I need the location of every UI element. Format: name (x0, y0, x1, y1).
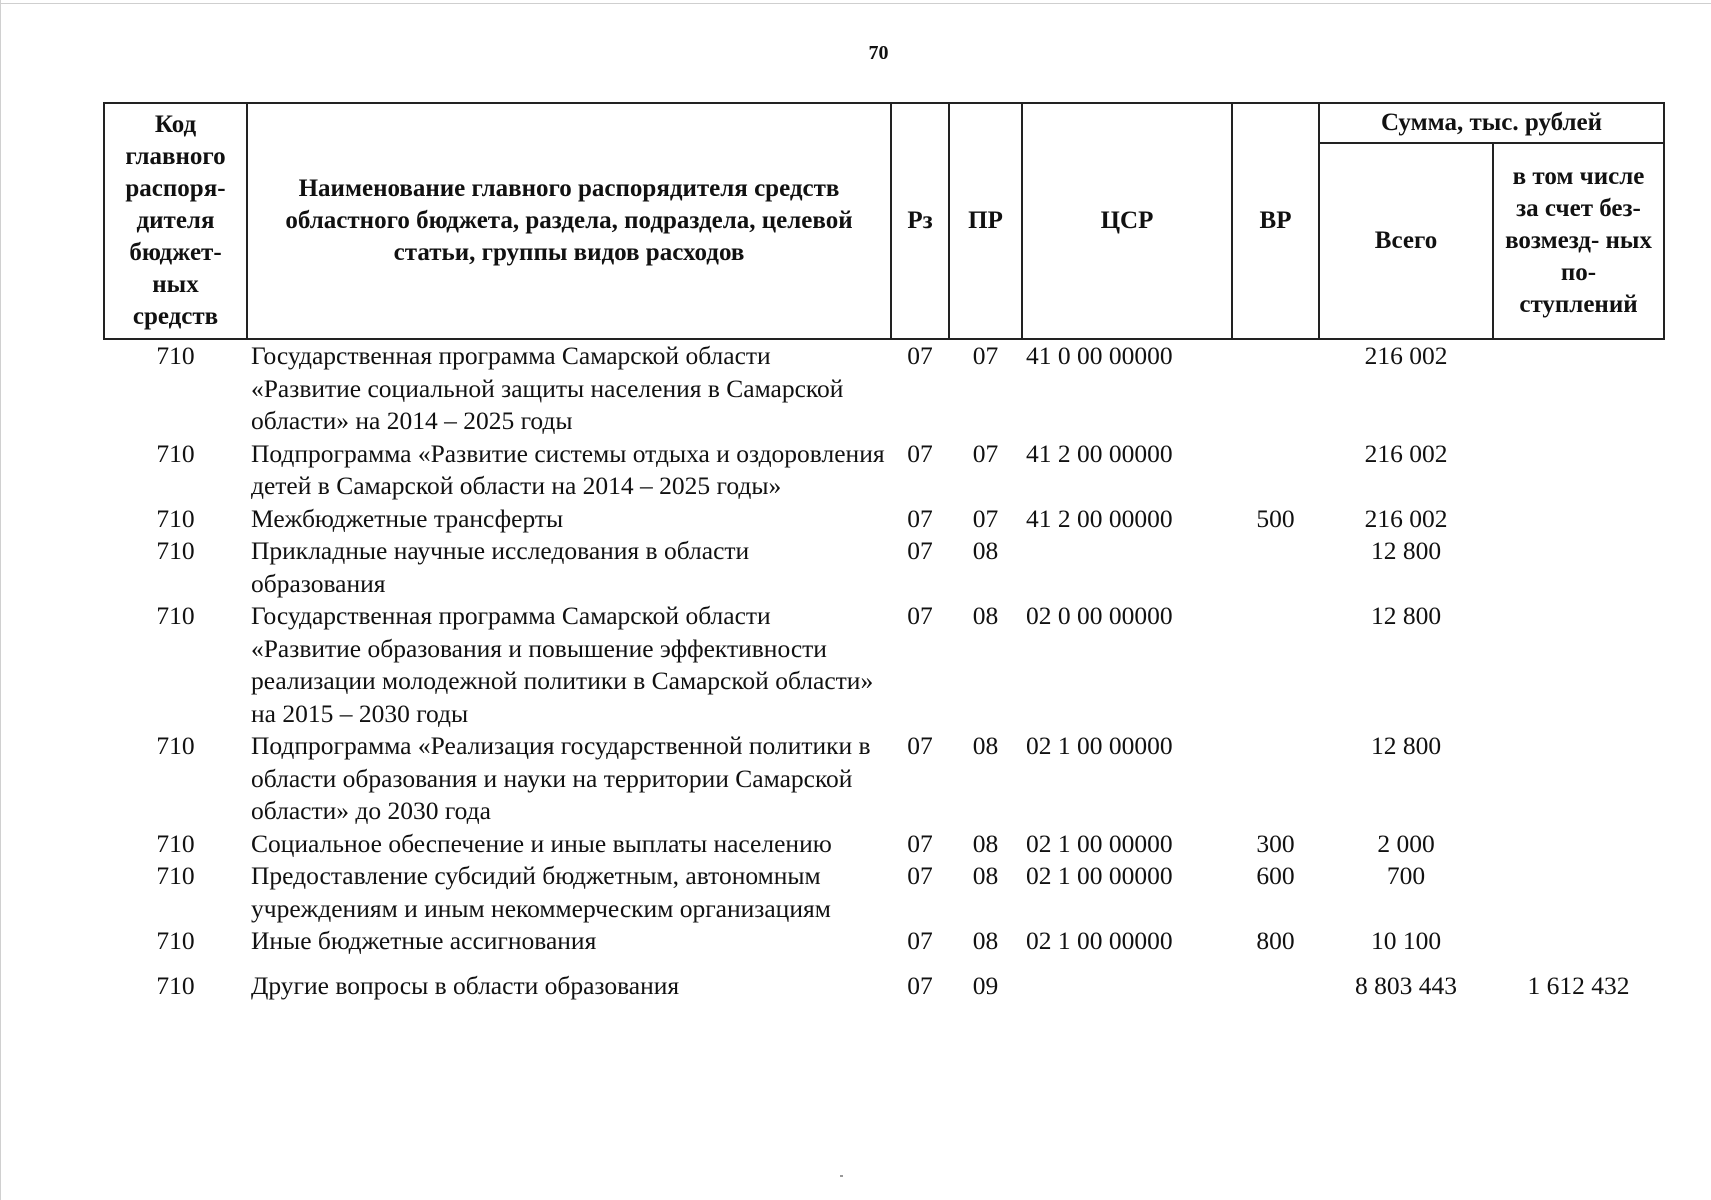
cell-free (1493, 925, 1664, 958)
cell-rz: 07 (907, 601, 933, 630)
cell-pr: 09 (972, 970, 999, 1000)
cell-name: Прикладные научные исследования в области образования (251, 536, 750, 598)
page-number: 70 (868, 42, 889, 64)
cell-free (1493, 503, 1664, 536)
cell-csr: 41 0 00 00000 (1026, 341, 1173, 370)
header-rz: Рз (891, 103, 949, 339)
cell-rz: 07 (907, 536, 933, 565)
cell-vr (1232, 535, 1319, 600)
cell-code: 710 (156, 601, 195, 630)
table-row (104, 535, 1664, 600)
cell-code: 710 (156, 926, 195, 955)
cell-csr: 02 1 00 00000 (1026, 828, 1173, 858)
cell-name: Предоставление субсидий бюджетным, автономным учреждениям и иным некоммерческим организациям (251, 861, 831, 923)
cell-code: 710 (156, 828, 195, 858)
cell-name: Иные бюджетные ассигнования (251, 926, 597, 955)
cell-total: 216 002 (1364, 503, 1448, 533)
cell-csr: 41 2 00 00000 (1026, 503, 1173, 533)
cell-name: Межбюджетные трансферты (251, 503, 564, 533)
cell-vr (1232, 339, 1319, 438)
cell-name: Другие вопросы в области образования (251, 970, 680, 1000)
scan-top-edge (0, 0, 1711, 4)
cell-rz: 07 (907, 731, 933, 760)
cell-total: 700 (1386, 861, 1426, 890)
scan-left-edge (0, 0, 1, 1200)
cell-rz: 07 (907, 926, 933, 955)
header-vr: ВР (1232, 103, 1319, 339)
header-code: Код главного распоря- дителя бюджет- ных средств (104, 103, 247, 339)
cell-total: 216 002 (1364, 438, 1448, 468)
cell-total: 12 800 (1370, 731, 1442, 760)
cell-vr: 800 (1256, 926, 1295, 955)
cell-vr (1232, 600, 1319, 730)
cell-code: 710 (156, 341, 195, 370)
header-pr: ПР (949, 103, 1022, 339)
cell-free (1493, 339, 1664, 438)
budget-table (103, 102, 1665, 1002)
cell-rz: 07 (907, 341, 933, 370)
cell-free (1493, 860, 1664, 925)
cell-free (1493, 600, 1664, 730)
cell-free (1493, 438, 1664, 503)
cell-free: 1 612 432 (1527, 970, 1630, 1000)
cell-code: 710 (156, 503, 195, 533)
cell-total: 2 000 (1377, 828, 1435, 858)
cell-vr (1232, 730, 1319, 828)
cell-free (1493, 535, 1664, 600)
cell-total: 12 800 (1370, 601, 1442, 630)
cell-total: 8 803 443 (1355, 970, 1457, 1000)
cell-csr: 02 1 00 00000 (1026, 926, 1173, 955)
cell-rz: 07 (907, 861, 933, 890)
table-row (104, 438, 1664, 503)
cell-vr (1232, 958, 1319, 1003)
cell-vr: 500 (1256, 503, 1295, 533)
scan-speck (840, 1175, 843, 1177)
table-row (104, 828, 1664, 861)
cell-total: 216 002 (1364, 341, 1448, 370)
cell-csr (1022, 535, 1232, 600)
cell-code: 710 (156, 731, 195, 760)
cell-pr: 08 (972, 731, 999, 760)
cell-name: Государственная программа Самарской области «Развитие социальной защиты населения в Самарской области» на 2014 – 2025 годы (251, 341, 844, 435)
cell-pr: 08 (972, 828, 999, 858)
cell-rz: 07 (907, 503, 933, 533)
cell-vr: 600 (1256, 861, 1295, 890)
cell-pr: 07 (972, 341, 999, 370)
cell-csr: 02 0 00 00000 (1026, 601, 1173, 630)
cell-free (1493, 828, 1664, 861)
cell-name: Государственная программа Самарской области «Развитие образования и повышение эффективности реализации молодежной политики в Самарской области» на 2015 – 2030 годы (251, 601, 874, 728)
cell-code: 710 (156, 536, 195, 565)
cell-pr: 08 (972, 536, 999, 565)
cell-name: Подпрограмма «Реализация государственной политики в области образования и науки на территории Самарской области» до 2030 года (251, 731, 871, 825)
cell-csr: 41 2 00 00000 (1026, 438, 1173, 468)
table-row (104, 730, 1664, 828)
table-row (104, 600, 1664, 730)
cell-pr: 08 (972, 861, 999, 890)
header-free: в том числе за счет без- возмезд- ных по- ступлений (1493, 143, 1664, 339)
table-row (104, 958, 1664, 1003)
cell-total: 12 800 (1370, 536, 1442, 565)
header-sum: Сумма, тыс. рублей (1319, 103, 1664, 143)
table-row (104, 503, 1664, 536)
cell-vr: 300 (1256, 828, 1295, 858)
cell-total: 10 100 (1370, 926, 1442, 955)
table-header (104, 103, 1664, 339)
table-body (104, 339, 1664, 1002)
cell-rz: 07 (907, 438, 933, 468)
header-total: Всего (1319, 143, 1493, 339)
cell-code: 710 (156, 438, 195, 468)
cell-free (1493, 730, 1664, 828)
cell-rz: 07 (907, 828, 933, 858)
header-csr: ЦСР (1022, 103, 1232, 339)
cell-csr (1022, 958, 1232, 1003)
cell-code: 710 (156, 970, 195, 1000)
cell-csr: 02 1 00 00000 (1026, 861, 1173, 890)
cell-pr: 07 (972, 503, 999, 533)
cell-pr: 07 (972, 438, 999, 468)
cell-pr: 08 (972, 926, 999, 955)
cell-pr: 08 (972, 601, 999, 630)
header-name: Наименование главного распорядителя средств областного бюджета, раздела, подраздела, целевой статьи, группы видов расходов (247, 103, 891, 339)
table-row (104, 925, 1664, 958)
cell-rz: 07 (907, 970, 933, 1000)
cell-name: Подпрограмма «Развитие системы отдыха и оздоровления детей в Самарской области на 2014 – 2025 годы» (251, 438, 885, 500)
cell-code: 710 (156, 861, 195, 890)
cell-vr (1232, 438, 1319, 503)
cell-name: Социальное обеспечение и иные выплаты населению (251, 828, 832, 858)
table-row (104, 339, 1664, 438)
table-row (104, 860, 1664, 925)
cell-csr: 02 1 00 00000 (1026, 731, 1173, 760)
